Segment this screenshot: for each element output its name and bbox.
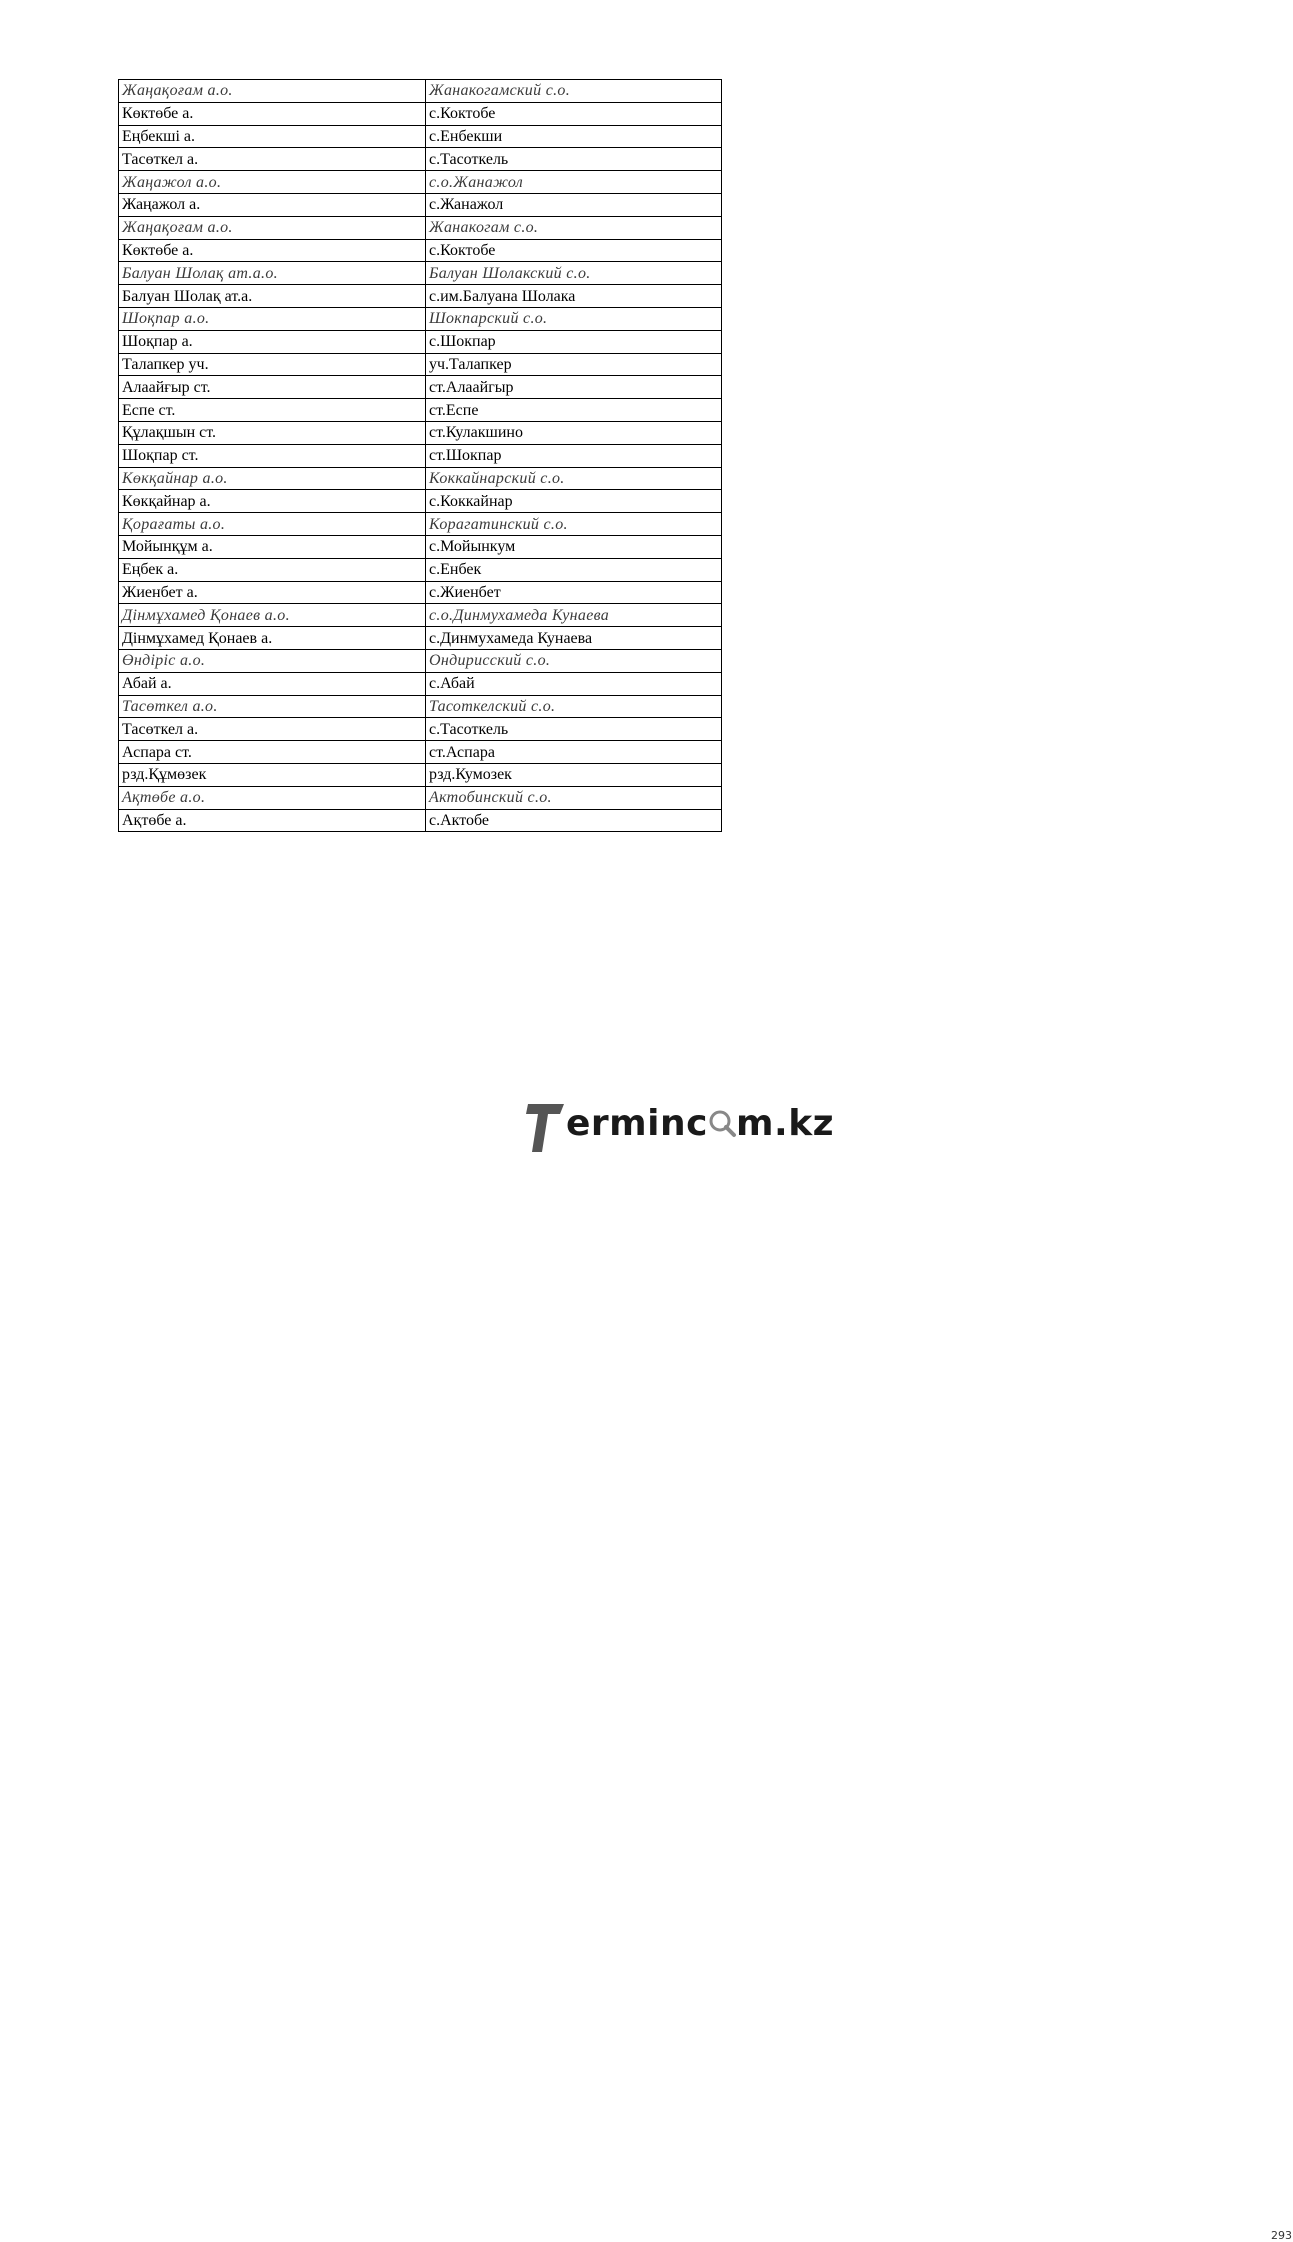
russian-term-cell: ст.Аспара xyxy=(426,741,722,764)
table-row xyxy=(119,558,722,581)
table-row xyxy=(119,718,722,741)
russian-term-cell: с.Тасоткель xyxy=(426,718,722,741)
russian-term-cell: Жанакогам с.о. xyxy=(426,216,722,239)
kazakh-term-cell: Құлақшын ст. xyxy=(119,421,426,444)
kazakh-term-cell: Тасөткел а. xyxy=(119,148,426,171)
kazakh-term-cell: Ақтөбе а.о. xyxy=(119,786,426,809)
table-row xyxy=(119,239,722,262)
russian-term-cell: Жанакогамский с.о. xyxy=(426,80,722,103)
table-row xyxy=(119,490,722,513)
russian-term-cell: с.Жиенбет xyxy=(426,581,722,604)
terms-table-body xyxy=(119,80,722,832)
terms-table xyxy=(118,79,722,832)
russian-term-cell: с.о.Динмухамеда Кунаева xyxy=(426,604,722,627)
russian-term-cell: с.Коккайнар xyxy=(426,490,722,513)
kazakh-term-cell: Дінмұхамед Қонаев а.о. xyxy=(119,604,426,627)
kazakh-term-cell: Көктөбе а. xyxy=(119,102,426,125)
table-row xyxy=(119,376,722,399)
kazakh-term-cell: Талапкер уч. xyxy=(119,353,426,376)
table-row xyxy=(119,627,722,650)
table-row xyxy=(119,444,722,467)
logo-text: erminc m.kz xyxy=(566,1103,835,1144)
kazakh-term-cell: Өндіріс а.о. xyxy=(119,649,426,672)
kazakh-term-cell: Шоқпар а.о. xyxy=(119,307,426,330)
kazakh-term-cell: Балуан Шолақ ат.а. xyxy=(119,285,426,308)
russian-term-cell: Актобинский с.о. xyxy=(426,786,722,809)
table-row xyxy=(119,80,722,103)
table-row xyxy=(119,216,722,239)
russian-term-cell: с.о.Жанажол xyxy=(426,171,722,194)
russian-term-cell: ст.Алаайгыр xyxy=(426,376,722,399)
magnifier-icon xyxy=(708,1104,736,1132)
table-row xyxy=(119,741,722,764)
kazakh-term-cell: Жаңақоғам а.о. xyxy=(119,216,426,239)
logo-t-icon xyxy=(526,1102,566,1154)
russian-term-cell: Корагатинский с.о. xyxy=(426,513,722,536)
russian-term-cell: с.Мойынкум xyxy=(426,535,722,558)
table-row xyxy=(119,535,722,558)
russian-term-cell: ст.Кулакшино xyxy=(426,421,722,444)
table-row xyxy=(119,399,722,422)
russian-term-cell: Балуан Шолакский с.о. xyxy=(426,262,722,285)
kazakh-term-cell: Алаайғыр ст. xyxy=(119,376,426,399)
kazakh-term-cell: Балуан Шолақ ат.а.о. xyxy=(119,262,426,285)
kazakh-term-cell: Еспе ст. xyxy=(119,399,426,422)
kazakh-term-cell: Тасөткел а. xyxy=(119,718,426,741)
russian-term-cell: с.Енбек xyxy=(426,558,722,581)
table-row xyxy=(119,285,722,308)
table-row xyxy=(119,604,722,627)
kazakh-term-cell: Аспара ст. xyxy=(119,741,426,764)
russian-term-cell: с.Актобе xyxy=(426,809,722,832)
table-row xyxy=(119,102,722,125)
table-row xyxy=(119,786,722,809)
russian-term-cell: уч.Талапкер xyxy=(426,353,722,376)
russian-term-cell: рзд.Кумозек xyxy=(426,763,722,786)
russian-term-cell: Коккайнарский с.о. xyxy=(426,467,722,490)
kazakh-term-cell: Жаңақоғам а.о. xyxy=(119,80,426,103)
russian-term-cell: Ондирисский с.о. xyxy=(426,649,722,672)
page-number: 293 xyxy=(1271,2229,1292,2242)
kazakh-term-cell: Ақтөбе а. xyxy=(119,809,426,832)
table-row xyxy=(119,262,722,285)
russian-term-cell: с.Динмухамеда Кунаева xyxy=(426,627,722,650)
kazakh-term-cell: Мойынқұм а. xyxy=(119,535,426,558)
kazakh-term-cell: Абай а. xyxy=(119,672,426,695)
russian-term-cell: с.Абай xyxy=(426,672,722,695)
table-row xyxy=(119,148,722,171)
table-row xyxy=(119,353,722,376)
kazakh-term-cell: Еңбекші а. xyxy=(119,125,426,148)
kazakh-term-cell: Шоқпар ст. xyxy=(119,444,426,467)
kazakh-term-cell: Жаңажол а.о. xyxy=(119,171,426,194)
russian-term-cell: с.Жанажол xyxy=(426,193,722,216)
table-row xyxy=(119,330,722,353)
kazakh-term-cell: Шоқпар а. xyxy=(119,330,426,353)
table-row xyxy=(119,581,722,604)
russian-term-cell: с.Енбекши xyxy=(426,125,722,148)
kazakh-term-cell: Еңбек а. xyxy=(119,558,426,581)
kazakh-term-cell: Жаңажол а. xyxy=(119,193,426,216)
termincom-logo xyxy=(526,1096,1292,2242)
kazakh-term-cell: рзд.Құмөзек xyxy=(119,763,426,786)
russian-term-cell: с.Коктобе xyxy=(426,102,722,125)
kazakh-term-cell: Қорағаты а.о. xyxy=(119,513,426,536)
russian-term-cell: с.им.Балуана Шолака xyxy=(426,285,722,308)
russian-term-cell: ст.Еспе xyxy=(426,399,722,422)
table-row xyxy=(119,307,722,330)
kazakh-term-cell: Көкқайнар а.о. xyxy=(119,467,426,490)
table-row xyxy=(119,171,722,194)
table-row xyxy=(119,467,722,490)
table-row xyxy=(119,421,722,444)
table-row xyxy=(119,695,722,718)
russian-term-cell: с.Шокпар xyxy=(426,330,722,353)
table-row xyxy=(119,125,722,148)
table-row xyxy=(119,649,722,672)
kazakh-term-cell: Тасөткел а.о. xyxy=(119,695,426,718)
table-row xyxy=(119,513,722,536)
table-row xyxy=(119,672,722,695)
kazakh-term-cell: Көкқайнар а. xyxy=(119,490,426,513)
kazakh-term-cell: Көктөбе а. xyxy=(119,239,426,262)
kazakh-term-cell: Дінмұхамед Қонаев а. xyxy=(119,627,426,650)
table-row xyxy=(119,763,722,786)
russian-term-cell: Шокпарский с.о. xyxy=(426,307,722,330)
table-row xyxy=(119,193,722,216)
russian-term-cell: с.Тасоткель xyxy=(426,148,722,171)
kazakh-term-cell: Жиенбет а. xyxy=(119,581,426,604)
table-row xyxy=(119,809,722,832)
russian-term-cell: с.Коктобе xyxy=(426,239,722,262)
russian-term-cell: ст.Шокпар xyxy=(426,444,722,467)
russian-term-cell: Тасоткелский с.о. xyxy=(426,695,722,718)
